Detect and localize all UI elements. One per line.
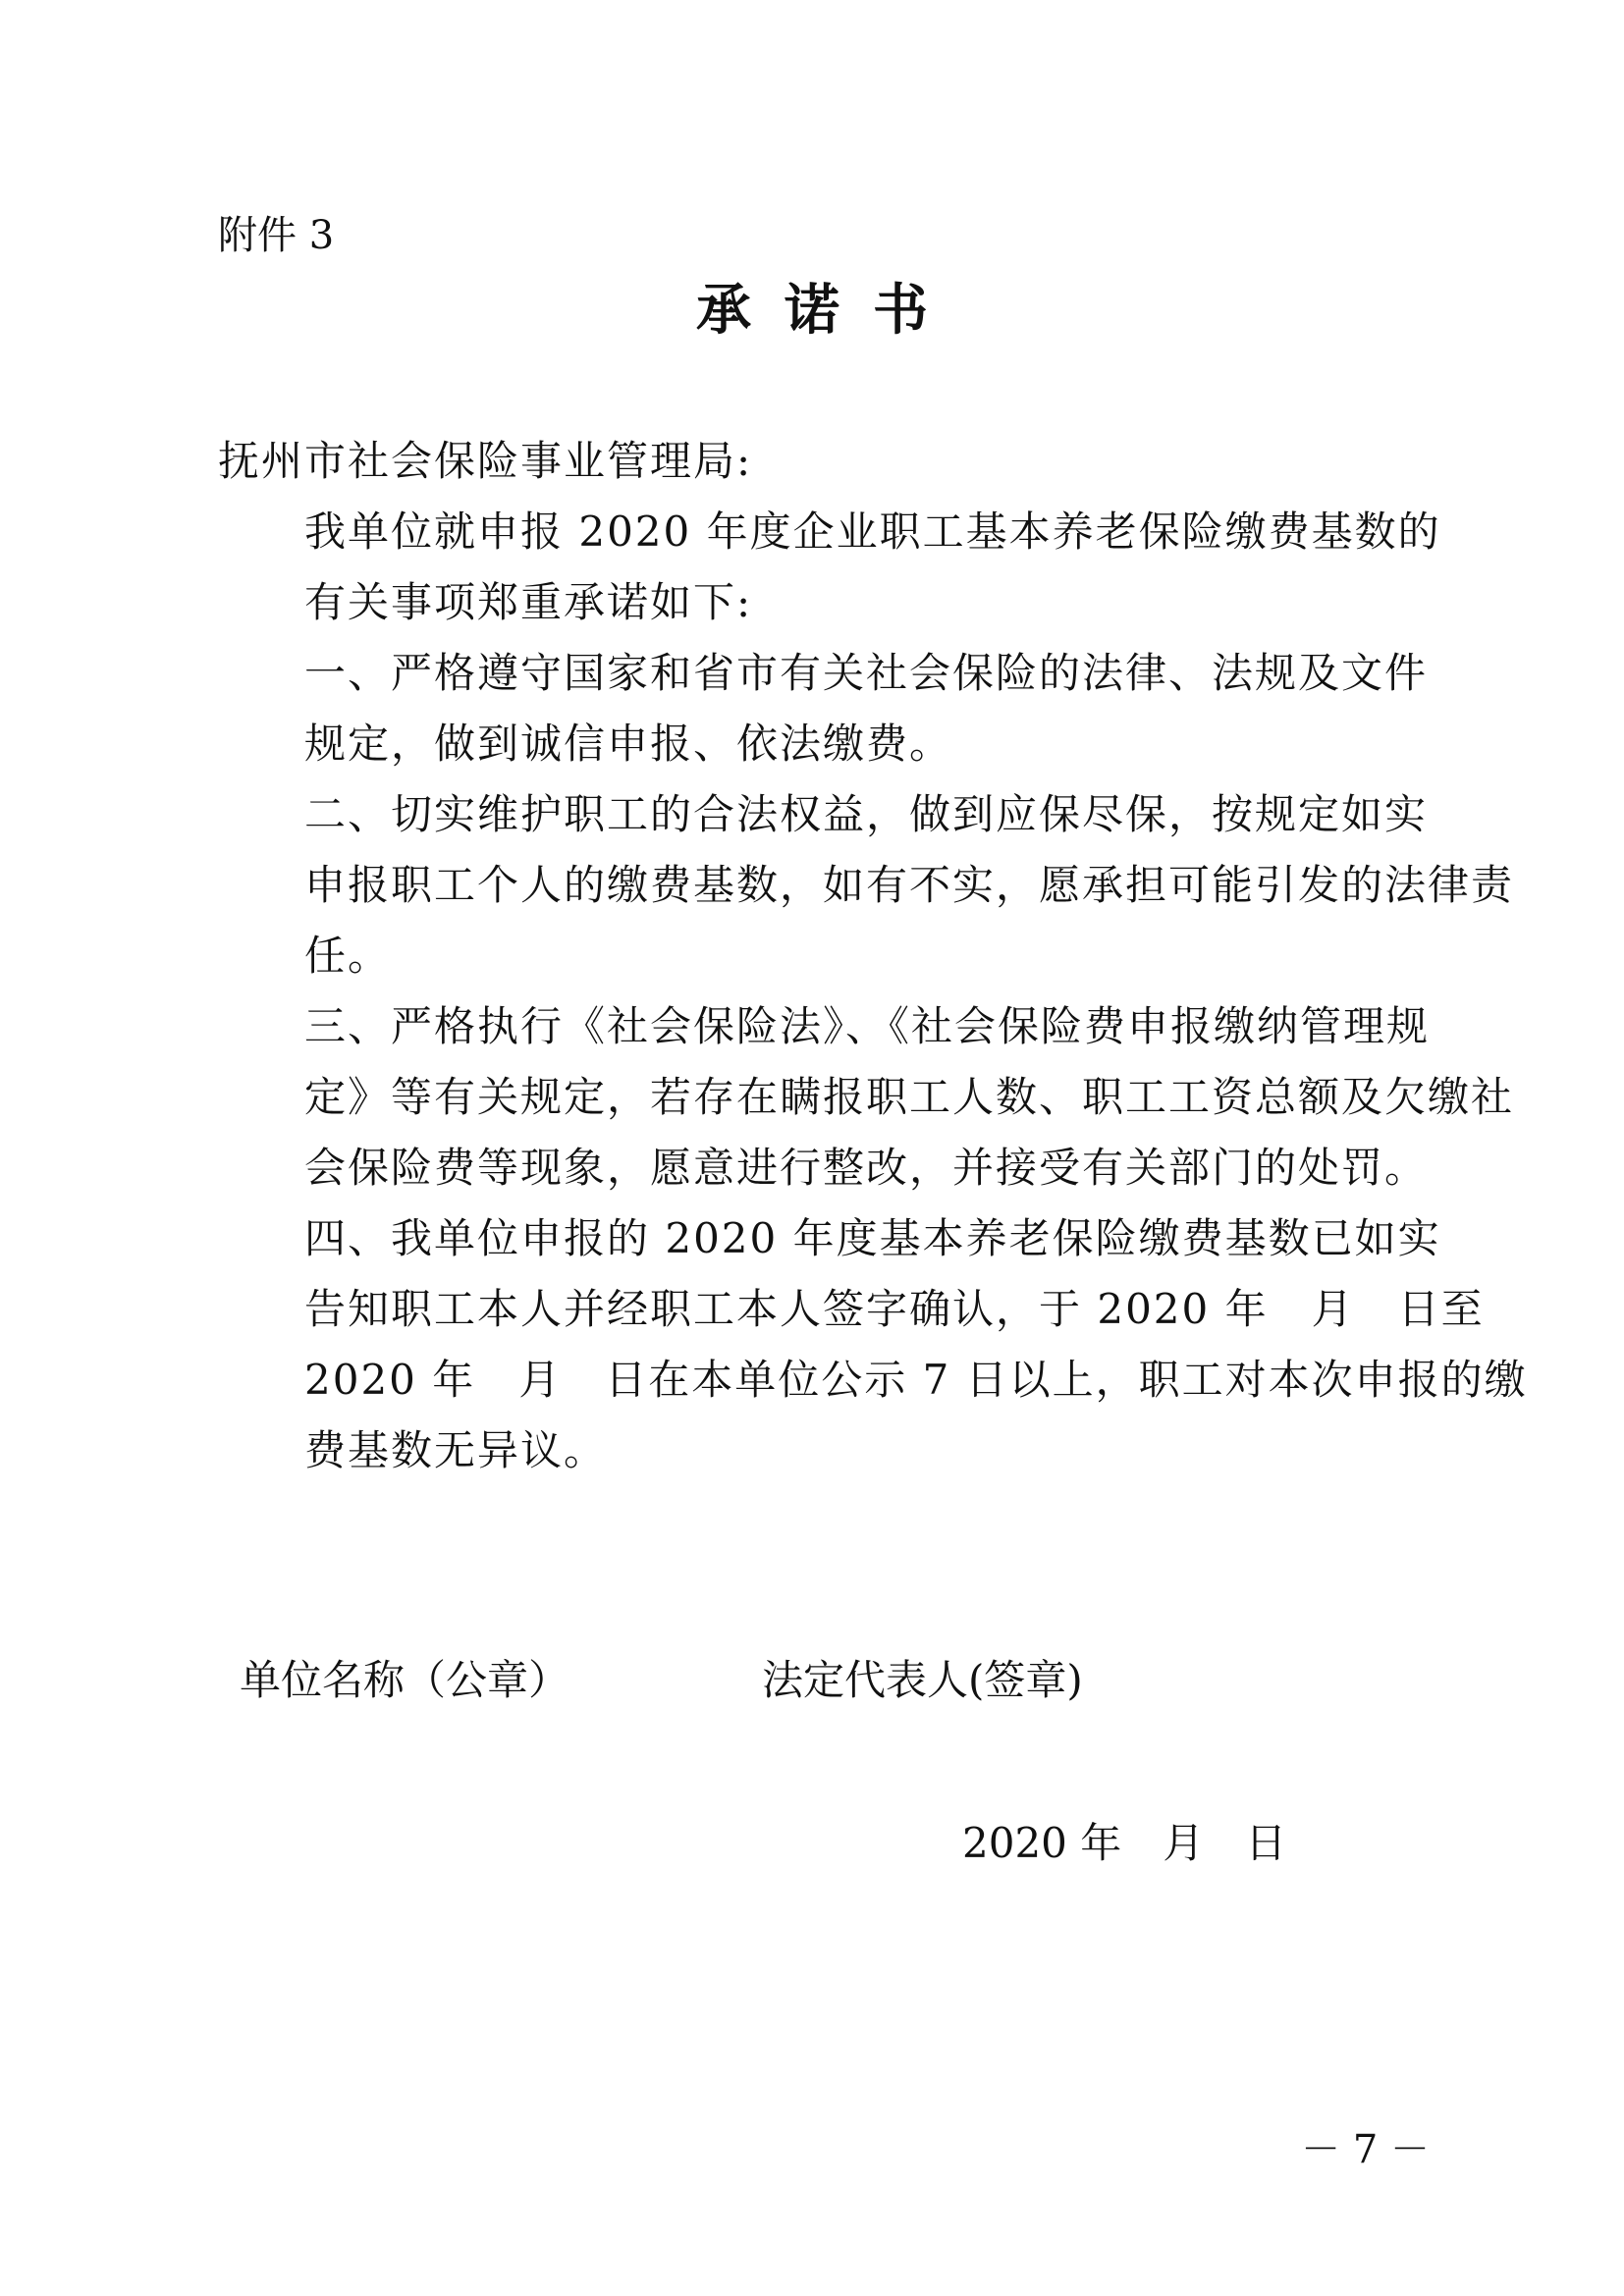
paragraph-item-4: [218, 1203, 1528, 1486]
document-body: [218, 497, 1528, 1486]
paragraph-item-2: [218, 779, 1515, 991]
paragraph-line: 有关事项郑重承诺如下:: [304, 578, 753, 626]
unit-seal-label: 单位名称（公章）: [240, 1656, 570, 1704]
paragraph-line: 会保险费等现象，愿意进行整改，并接受有关部门的处罚。: [304, 1144, 1429, 1192]
addressee: 抚州市社会保险事业管理局:: [218, 437, 753, 485]
paragraph-item-1: [218, 638, 1429, 779]
paragraph-line: 二、切实维护职工的合法权益，做到应保尽保，按规定如实: [304, 790, 1429, 838]
paragraph-line: 告知职工本人并经职工本人签字确认，于 2020 年 月 日至: [304, 1285, 1485, 1333]
paragraph-intro: [218, 497, 1441, 638]
document-title: 承诺书: [696, 279, 961, 343]
paragraph-line: 申报职工个人的缴费基数，如有不实，愿承担可能引发的法律责: [304, 861, 1515, 909]
paragraph-line: 规定，做到诚信申报、依法缴费。: [304, 720, 953, 768]
paragraph-line: 三、严格执行《社会保险法》、《社会保险费申报缴纳管理规: [304, 1002, 1431, 1050]
paragraph-line: 一、严格遵守国家和省市有关社会保险的法律、法规及文件: [304, 649, 1429, 697]
paragraph-line: 我单位就申报 2020 年度企业职工基本养老保险缴费基数的: [304, 507, 1441, 556]
paragraph-line: 四、我单位申报的 2020 年度基本养老保险缴费基数已如实: [304, 1214, 1441, 1262]
paragraph-item-3: [218, 991, 1515, 1203]
page-number: － 7 －: [1301, 2127, 1430, 2172]
attachment-label: 附件 3: [218, 213, 335, 258]
paragraph-line: 费基数无异议。: [304, 1426, 608, 1474]
paragraph-line: 定》等有关规定，若存在瞒报职工人数、职工工资总额及欠缴社: [304, 1073, 1515, 1121]
signature-date: 2020 年 月 日: [962, 1819, 1287, 1867]
paragraph-line: 2020 年 月 日在本单位公示 7 日以上，职工对本次申报的缴: [304, 1356, 1528, 1404]
paragraph-line: 任。: [304, 932, 392, 980]
legal-representative-label: 法定代表人(签章): [762, 1656, 1083, 1704]
